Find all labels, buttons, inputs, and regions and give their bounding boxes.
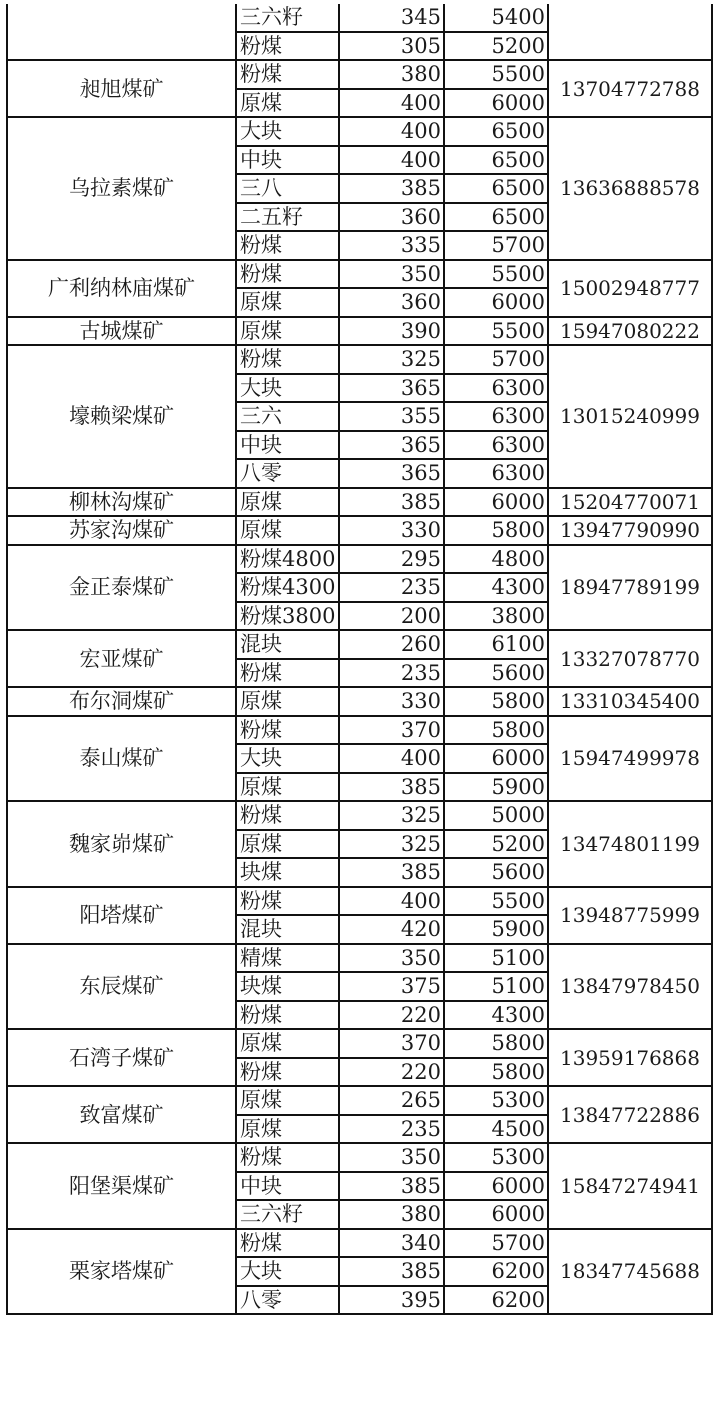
coal-type-cell: 原煤 (236, 830, 339, 859)
coal-type-cell: 三六籽 (236, 4, 339, 32)
price-cell: 330 (339, 687, 444, 716)
contact-phone-cell: 13636888578 (548, 117, 712, 260)
calorie-cell: 6300 (444, 459, 548, 488)
calorie-cell: 5200 (444, 830, 548, 859)
price-cell: 380 (339, 1200, 444, 1229)
price-cell: 340 (339, 1229, 444, 1258)
coal-price-table-body (7, 4, 712, 1314)
mine-name-cell: 栗家塔煤矿 (7, 1229, 236, 1315)
table-row (7, 488, 712, 517)
table-row (7, 801, 712, 830)
price-cell: 400 (339, 89, 444, 118)
calorie-cell: 6300 (444, 374, 548, 403)
contact-phone-cell: 13947790990 (548, 516, 712, 545)
price-cell: 335 (339, 231, 444, 260)
mine-name-cell: 广利纳林庙煤矿 (7, 260, 236, 317)
price-cell: 350 (339, 260, 444, 289)
mine-name-cell: 金正泰煤矿 (7, 545, 236, 631)
price-cell: 385 (339, 488, 444, 517)
mine-name-cell: 魏家峁煤矿 (7, 801, 236, 887)
calorie-cell: 5100 (444, 944, 548, 973)
contact-phone-cell: 13327078770 (548, 630, 712, 687)
coal-type-cell: 混块 (236, 630, 339, 659)
price-cell: 220 (339, 1058, 444, 1087)
calorie-cell: 5500 (444, 260, 548, 289)
coal-type-cell: 中块 (236, 146, 339, 175)
coal-type-cell: 大块 (236, 374, 339, 403)
calorie-cell: 5500 (444, 60, 548, 89)
calorie-cell: 5200 (444, 32, 548, 61)
price-cell: 235 (339, 573, 444, 602)
price-cell: 370 (339, 1029, 444, 1058)
price-cell: 350 (339, 1143, 444, 1172)
calorie-cell: 5800 (444, 1058, 548, 1087)
price-cell: 235 (339, 659, 444, 688)
coal-type-cell: 粉煤4800 (236, 545, 339, 574)
price-cell: 365 (339, 459, 444, 488)
price-cell: 385 (339, 1172, 444, 1201)
price-cell: 380 (339, 60, 444, 89)
coal-type-cell: 中块 (236, 431, 339, 460)
mine-name-cell: 阳塔煤矿 (7, 887, 236, 944)
mine-name-cell: 古城煤矿 (7, 317, 236, 346)
price-cell: 325 (339, 801, 444, 830)
coal-type-cell: 原煤 (236, 288, 339, 317)
price-cell: 355 (339, 402, 444, 431)
calorie-cell: 5800 (444, 716, 548, 745)
coal-type-cell: 粉煤 (236, 1058, 339, 1087)
table-row (7, 944, 712, 973)
calorie-cell: 6000 (444, 744, 548, 773)
coal-type-cell: 粉煤4300 (236, 573, 339, 602)
mine-name-cell (7, 4, 236, 60)
table-row (7, 687, 712, 716)
calorie-cell: 4300 (444, 573, 548, 602)
coal-type-cell: 粉煤 (236, 716, 339, 745)
calorie-cell: 5600 (444, 659, 548, 688)
contact-phone-cell: 13948775999 (548, 887, 712, 944)
table-row (7, 4, 712, 32)
coal-type-cell: 八零 (236, 459, 339, 488)
coal-type-cell: 大块 (236, 117, 339, 146)
coal-type-cell: 精煤 (236, 944, 339, 973)
table-row (7, 317, 712, 346)
calorie-cell: 6500 (444, 146, 548, 175)
price-cell: 235 (339, 1115, 444, 1144)
price-cell: 400 (339, 117, 444, 146)
price-cell: 265 (339, 1086, 444, 1115)
mine-name-cell: 泰山煤矿 (7, 716, 236, 802)
mine-name-cell: 宏亚煤矿 (7, 630, 236, 687)
coal-type-cell: 原煤 (236, 317, 339, 346)
calorie-cell: 6000 (444, 1200, 548, 1229)
coal-type-cell: 原煤 (236, 687, 339, 716)
price-cell: 260 (339, 630, 444, 659)
table-row (7, 716, 712, 745)
calorie-cell: 5300 (444, 1143, 548, 1172)
table-row (7, 1029, 712, 1058)
calorie-cell: 5000 (444, 801, 548, 830)
coal-type-cell: 三八 (236, 174, 339, 203)
contact-phone-cell: 13847978450 (548, 944, 712, 1030)
mine-name-cell: 乌拉素煤矿 (7, 117, 236, 260)
coal-type-cell: 二五籽 (236, 203, 339, 232)
table-row (7, 1086, 712, 1115)
coal-type-cell: 原煤 (236, 1115, 339, 1144)
table-row (7, 345, 712, 374)
calorie-cell: 6300 (444, 431, 548, 460)
price-cell: 330 (339, 516, 444, 545)
calorie-cell: 6000 (444, 488, 548, 517)
table-row (7, 516, 712, 545)
contact-phone-cell (548, 4, 712, 60)
contact-phone-cell: 15947499978 (548, 716, 712, 802)
contact-phone-cell: 13704772788 (548, 60, 712, 117)
table-row (7, 887, 712, 916)
table-row (7, 1229, 712, 1258)
coal-type-cell: 粉煤 (236, 659, 339, 688)
calorie-cell: 6200 (444, 1286, 548, 1315)
calorie-cell: 6000 (444, 89, 548, 118)
contact-phone-cell: 18347745688 (548, 1229, 712, 1315)
price-cell: 325 (339, 830, 444, 859)
mine-name-cell: 柳林沟煤矿 (7, 488, 236, 517)
calorie-cell: 5900 (444, 915, 548, 944)
mine-name-cell: 苏家沟煤矿 (7, 516, 236, 545)
coal-price-table (6, 4, 713, 1315)
price-cell: 375 (339, 972, 444, 1001)
table-row (7, 545, 712, 574)
calorie-cell: 5700 (444, 345, 548, 374)
mine-name-cell: 阳堡渠煤矿 (7, 1143, 236, 1229)
contact-phone-cell: 18947789199 (548, 545, 712, 631)
calorie-cell: 4300 (444, 1001, 548, 1030)
coal-type-cell: 中块 (236, 1172, 339, 1201)
price-cell: 345 (339, 4, 444, 32)
calorie-cell: 5900 (444, 773, 548, 802)
mine-name-cell: 东辰煤矿 (7, 944, 236, 1030)
table-row (7, 60, 712, 89)
coal-type-cell: 粉煤 (236, 60, 339, 89)
calorie-cell: 5800 (444, 1029, 548, 1058)
price-cell: 365 (339, 374, 444, 403)
price-cell: 400 (339, 146, 444, 175)
coal-type-cell: 粉煤 (236, 887, 339, 916)
contact-phone-cell: 15947080222 (548, 317, 712, 346)
price-cell: 400 (339, 744, 444, 773)
coal-type-cell: 块煤 (236, 858, 339, 887)
price-cell: 200 (339, 602, 444, 631)
calorie-cell: 5500 (444, 887, 548, 916)
price-cell: 360 (339, 288, 444, 317)
price-cell: 390 (339, 317, 444, 346)
coal-type-cell: 粉煤 (236, 260, 339, 289)
coal-type-cell: 粉煤 (236, 345, 339, 374)
price-cell: 385 (339, 1257, 444, 1286)
table-row (7, 630, 712, 659)
coal-type-cell: 原煤 (236, 773, 339, 802)
coal-type-cell: 原煤 (236, 1029, 339, 1058)
coal-type-cell: 八零 (236, 1286, 339, 1315)
calorie-cell: 6000 (444, 1172, 548, 1201)
coal-type-cell: 原煤 (236, 516, 339, 545)
mine-name-cell: 石湾子煤矿 (7, 1029, 236, 1086)
contact-phone-cell: 13847722886 (548, 1086, 712, 1143)
calorie-cell: 5100 (444, 972, 548, 1001)
price-cell: 400 (339, 887, 444, 916)
calorie-cell: 4800 (444, 545, 548, 574)
calorie-cell: 5700 (444, 1229, 548, 1258)
contact-phone-cell: 13015240999 (548, 345, 712, 488)
coal-type-cell: 粉煤 (236, 231, 339, 260)
price-cell: 365 (339, 431, 444, 460)
contact-phone-cell: 15002948777 (548, 260, 712, 317)
coal-type-cell: 混块 (236, 915, 339, 944)
coal-type-cell: 三六 (236, 402, 339, 431)
price-cell: 220 (339, 1001, 444, 1030)
price-cell: 385 (339, 773, 444, 802)
coal-type-cell: 粉煤3800 (236, 602, 339, 631)
coal-type-cell: 原煤 (236, 89, 339, 118)
mine-name-cell: 昶旭煤矿 (7, 60, 236, 117)
contact-phone-cell: 15847274941 (548, 1143, 712, 1229)
calorie-cell: 6200 (444, 1257, 548, 1286)
mine-name-cell: 致富煤矿 (7, 1086, 236, 1143)
price-cell: 305 (339, 32, 444, 61)
price-cell: 385 (339, 174, 444, 203)
calorie-cell: 5700 (444, 231, 548, 260)
calorie-cell: 5300 (444, 1086, 548, 1115)
table-row (7, 260, 712, 289)
coal-type-cell: 粉煤 (236, 32, 339, 61)
calorie-cell: 6300 (444, 402, 548, 431)
calorie-cell: 5500 (444, 317, 548, 346)
calorie-cell: 3800 (444, 602, 548, 631)
table-row (7, 117, 712, 146)
calorie-cell: 6500 (444, 174, 548, 203)
contact-phone-cell: 15204770071 (548, 488, 712, 517)
coal-type-cell: 大块 (236, 744, 339, 773)
calorie-cell: 4500 (444, 1115, 548, 1144)
calorie-cell: 5600 (444, 858, 548, 887)
calorie-cell: 5400 (444, 4, 548, 32)
mine-name-cell: 布尔洞煤矿 (7, 687, 236, 716)
calorie-cell: 5800 (444, 516, 548, 545)
price-cell: 350 (339, 944, 444, 973)
coal-type-cell: 块煤 (236, 972, 339, 1001)
contact-phone-cell: 13474801199 (548, 801, 712, 887)
price-cell: 420 (339, 915, 444, 944)
price-cell: 295 (339, 545, 444, 574)
calorie-cell: 6100 (444, 630, 548, 659)
coal-type-cell: 粉煤 (236, 1229, 339, 1258)
coal-type-cell: 粉煤 (236, 801, 339, 830)
price-cell: 360 (339, 203, 444, 232)
calorie-cell: 6500 (444, 203, 548, 232)
price-cell: 325 (339, 345, 444, 374)
table-row (7, 1143, 712, 1172)
coal-type-cell: 原煤 (236, 488, 339, 517)
coal-type-cell: 三六籽 (236, 1200, 339, 1229)
mine-name-cell: 壕赖梁煤矿 (7, 345, 236, 488)
calorie-cell: 6500 (444, 117, 548, 146)
contact-phone-cell: 13959176868 (548, 1029, 712, 1086)
price-cell: 385 (339, 858, 444, 887)
coal-type-cell: 粉煤 (236, 1143, 339, 1172)
coal-type-cell: 原煤 (236, 1086, 339, 1115)
coal-type-cell: 粉煤 (236, 1001, 339, 1030)
coal-type-cell: 大块 (236, 1257, 339, 1286)
price-cell: 395 (339, 1286, 444, 1315)
price-cell: 370 (339, 716, 444, 745)
calorie-cell: 6000 (444, 288, 548, 317)
calorie-cell: 5800 (444, 687, 548, 716)
contact-phone-cell: 13310345400 (548, 687, 712, 716)
